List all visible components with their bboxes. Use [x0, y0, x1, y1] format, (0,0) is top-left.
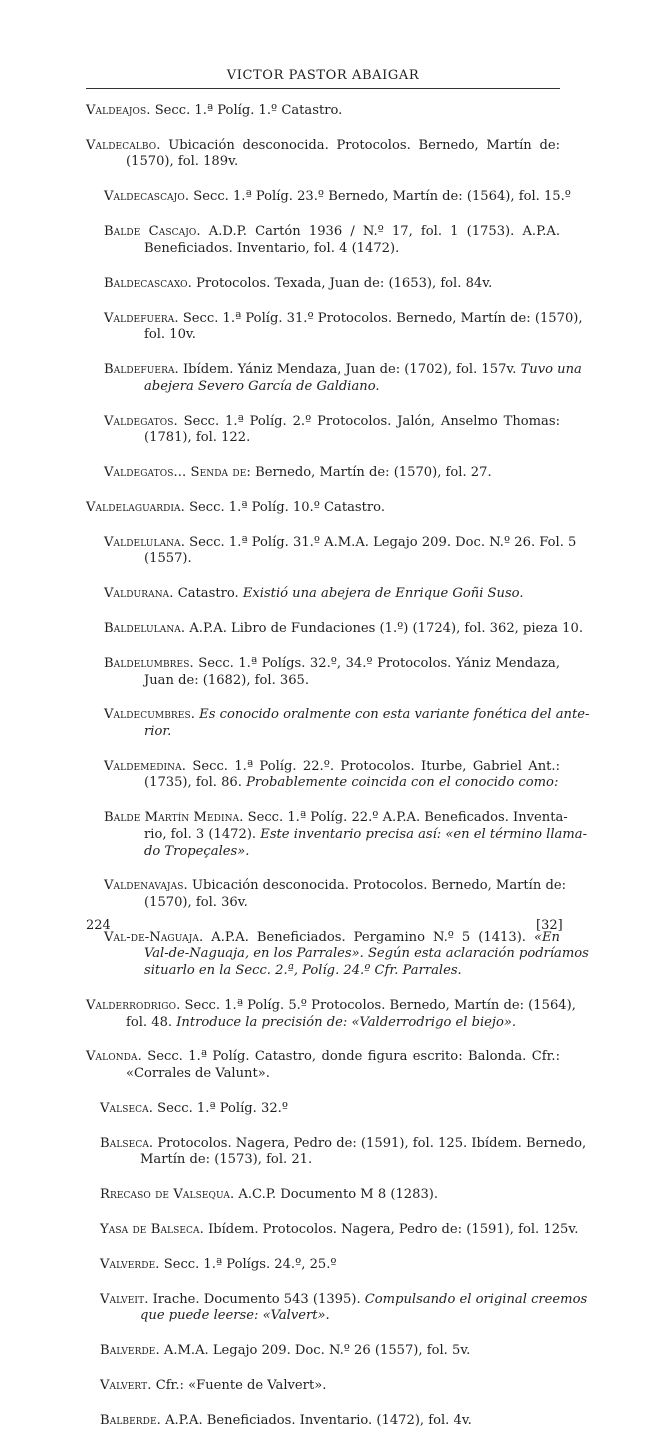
entry-headword: Baldefuera.: [104, 362, 179, 378]
entry-line: [86, 138, 560, 155]
entry-text: Secc. 1.ª Políg. 2.º Protocolos. Jalón, Anselmo Thomas:: [177, 413, 560, 429]
entry-italic-note: Val-de-Naguaja, en los Parrales». Según esta aclaración podríamos: [144, 946, 589, 962]
entry-line: [104, 241, 560, 258]
entry-italic-note: situarlo en la Secc. 2.ª, Políg. 24.º Cfr. Parrales.: [144, 963, 462, 979]
glossary-entry: [104, 534, 577, 585]
entry-headword: Balseca.: [100, 1135, 154, 1151]
glossary-entry: [100, 1378, 560, 1411]
entry-text: Cfr.: «Fuente de Valvert».: [151, 1378, 327, 1394]
entry-text: Secc. 1.ª Políg. 31.º Protocolos. Bernedo, Martín de: (1570),: [178, 310, 583, 326]
entry-text: fol. 10v.: [144, 327, 196, 343]
entry-text: Secc. 1.ª Políg. 1.º Catastro.: [150, 103, 343, 118]
entry-line: [100, 1222, 579, 1239]
entry-text: Juan de: (1682), fol. 365.: [144, 672, 310, 688]
glossary-entry: [86, 138, 560, 188]
entry-line: [86, 103, 560, 120]
entry-line: [86, 1015, 560, 1032]
entry-line: [104, 724, 560, 741]
glossary-entry: [100, 1135, 587, 1186]
entry-text: Secc. 1.ª Políg. 10.º Catastro.: [184, 499, 385, 515]
entry-line: [104, 327, 560, 344]
entry-line: [104, 810, 568, 827]
entry-line: [104, 551, 560, 568]
entry-headword: Valvert.: [100, 1378, 152, 1394]
entry-headword: Baldelumbres.: [104, 655, 194, 671]
entry-text: Secc. 1.ª Polígs. 24.º, 25.º: [159, 1256, 337, 1272]
entry-text: A.P.A. Libro de Fundaciones (1.º) (1724), fol. 362, pieza 10.: [185, 621, 583, 637]
entry-headword: Balverde.: [100, 1343, 160, 1359]
glossary-entry: [104, 810, 587, 876]
entry-text: Martín de: (1573), fol. 21.: [140, 1152, 313, 1168]
entry-line: [104, 362, 582, 379]
entry-line: [104, 310, 583, 328]
entry-line: [100, 1101, 560, 1118]
entry-italic-note: Tuvo una: [520, 362, 582, 378]
entry-line: [104, 759, 560, 776]
entry-italic-note: que puede leerse: «Valvert».: [140, 1308, 330, 1324]
entry-headword: Valdecalbo.: [86, 137, 161, 153]
entry-headword: Valdenavajas.: [104, 878, 188, 894]
entry-line: [104, 621, 583, 638]
glossary-entry: [104, 878, 566, 928]
entry-italic-note: Este inventario precisa así: «en el término llama-: [260, 826, 587, 842]
entry-headword: Valdecumbres.: [104, 707, 195, 723]
glossary-entry: [100, 1343, 560, 1376]
entry-line: [100, 1308, 560, 1325]
entry-headword: Val-de-Naguaja.: [104, 929, 204, 945]
entry-text: (1781), fol. 122.: [144, 430, 251, 446]
entry-italic-note: rior.: [144, 724, 172, 739]
glossary-entry: [104, 929, 589, 996]
entry-line: [100, 1343, 560, 1360]
entry-line: [104, 534, 577, 552]
entry-text: Ubicación desconocida. Protocolos. Bernedo, Martín de:: [160, 137, 560, 153]
glossary-entry: [86, 500, 560, 533]
entry-line: [104, 895, 560, 912]
entry-text: Secc. 1.ª Polígs. 32.º, 34.º Protocolos. Yániz Mendaza,: [193, 655, 560, 671]
entry-text: «Corrales de Valunt».: [126, 1066, 270, 1081]
entry-headword: Baldelulana.: [104, 621, 186, 637]
header-rule: [86, 88, 560, 89]
entry-text: Ibídem. Yániz Mendaza, Juan de: (1702), fol. 157v.: [178, 362, 521, 378]
glossary-entry: [104, 276, 560, 309]
entry-headword: Valdurana.: [104, 586, 174, 602]
entry-italic-note: Probablemente coincida con el conocido como:: [246, 775, 559, 791]
entry-headword: Valverde.: [100, 1256, 160, 1272]
glossary-entry: [104, 621, 583, 654]
entry-text: Secc. 1.ª Políg. 5.º Protocolos. Bernedo, Martín de: (1564),: [180, 997, 576, 1013]
glossary-entries: [0, 103, 645, 1448]
entry-text: fol. 48.: [126, 1014, 177, 1030]
entry-line: [86, 500, 560, 517]
entry-line: [104, 930, 560, 947]
entry-headword: Valseca.: [100, 1100, 154, 1116]
bracket-page-number: [32]: [536, 918, 563, 933]
entry-text: (1735), fol. 86.: [144, 775, 247, 791]
entry-headword: Valdeajos.: [86, 103, 151, 118]
entry-headword: Yasa de Balseca.: [100, 1222, 204, 1238]
entry-line: [104, 946, 589, 963]
glossary-entry: [100, 1257, 560, 1290]
entry-italic-note: «En: [533, 929, 560, 945]
entry-text: Catastro.: [173, 586, 243, 602]
entry-text: Beneficiados. Inventario, fol. 4 (1472).: [144, 240, 400, 256]
entry-text: Ibídem. Protocolos. Nagera, Pedro de: (1591), fol. 125v.: [203, 1222, 579, 1238]
entry-line: [104, 707, 590, 724]
glossary-entry: [104, 707, 590, 757]
entry-line: [104, 189, 571, 206]
entry-text: Protocolos. Texada, Juan de: (1653), fol. 84v.: [191, 275, 493, 291]
entry-text: (1570), fol. 36v.: [144, 895, 248, 910]
entry-italic-note: Existió una abejera de Enrique Goñi Suso.: [242, 586, 524, 602]
entry-italic-note: Compulsando el original creemos: [364, 1291, 588, 1307]
entry-text: (1557).: [144, 551, 192, 567]
glossary-entry: [104, 465, 560, 498]
entry-line: [104, 586, 560, 603]
entry-line: [104, 656, 560, 673]
running-head: VICTOR PASTOR ABAIGAR: [226, 68, 420, 83]
page-number: 224: [86, 918, 111, 933]
entry-headword: Balde Cascajo.: [104, 224, 201, 240]
entry-line: [100, 1257, 560, 1274]
entry-text: Secc. 1.ª Políg. 22.º. Protocolos. Iturbe, Gabriel Ant.:: [186, 758, 560, 774]
entry-text: Secc. 1.ª Políg. 23.º Bernedo, Martín de: (1564), fol. 15.º: [189, 189, 571, 205]
entry-italic-note: Introduce la precisión de: «Valderrodrigo el biejo».: [176, 1014, 517, 1030]
entry-headword: Valderrodrigo.: [86, 997, 181, 1013]
glossary-entry: [104, 759, 560, 809]
entry-headword: Valdemedina.: [104, 758, 187, 774]
glossary-entry: [100, 1413, 560, 1446]
glossary-entry: [100, 1291, 588, 1342]
entry-line: [86, 1066, 560, 1083]
entry-text: Secc. 1.ª Políg. 22.º A.P.A. Beneficados. Inventa-: [243, 810, 568, 826]
entry-line: [86, 154, 560, 171]
entry-text: Secc. 1.ª Políg. 32.º: [153, 1100, 288, 1116]
glossary-entry: [104, 189, 571, 222]
entry-headword: Valdegatos... Senda de:: [104, 464, 251, 480]
entry-line: [86, 1049, 560, 1066]
entry-line: [104, 775, 560, 792]
entry-headword: Valdegatos.: [104, 413, 178, 429]
entry-text: Bernedo, Martín de: (1570), fol. 27.: [250, 464, 492, 480]
entry-text: A.C.P. Documento M 8 (1283).: [234, 1187, 439, 1203]
entry-italic-note: do Tropeçales».: [144, 843, 250, 859]
entry-headword: Rrecaso de Valsequa.: [100, 1187, 235, 1203]
entry-headword: Valdefuera.: [104, 310, 179, 326]
entry-headword: Valdelaguardia.: [86, 499, 185, 515]
glossary-entry: [104, 362, 582, 412]
entry-headword: Baldecascaxo.: [104, 275, 192, 291]
entry-line: [104, 414, 560, 431]
entry-headword: Balde Martín Medina.: [104, 810, 244, 826]
entry-line: [104, 379, 560, 396]
entry-line: [100, 1291, 588, 1309]
entry-line: [100, 1413, 560, 1430]
entry-line: [100, 1378, 560, 1395]
entry-line: [104, 878, 566, 895]
entry-line: [104, 963, 560, 980]
entry-text: A.P.A. Beneficiados. Inventario. (1472), fol. 4v.: [160, 1413, 472, 1429]
glossary-entry: [104, 656, 560, 706]
entry-text: A.D.P. Cartón 1936 / N.º 17, fol. 1 (1753). A.P.A.: [200, 224, 561, 240]
glossary-entry: [86, 997, 576, 1048]
entry-line: [104, 465, 560, 482]
entry-line: [100, 1152, 560, 1169]
entry-text: rio, fol. 3 (1472).: [144, 826, 261, 842]
entry-text: (1570), fol. 189v.: [126, 154, 239, 170]
entry-headword: Balberde.: [100, 1413, 161, 1429]
glossary-entry: [86, 103, 560, 136]
entry-line: [104, 844, 560, 861]
glossary-entry: [100, 1222, 579, 1255]
entry-line: [104, 276, 560, 293]
entry-italic-note: Es conocido oralmente con esta variante fonética del ante-: [199, 707, 590, 723]
entry-headword: Valonda.: [86, 1049, 142, 1065]
glossary-entry: [86, 1049, 560, 1099]
entry-text: Irache. Documento 543 (1395).: [148, 1291, 365, 1307]
entry-text: Ubicación desconocida. Protocolos. Bernedo, Martín de:: [187, 878, 566, 894]
entry-line: [104, 826, 587, 844]
entry-headword: Valdelulana.: [104, 534, 185, 550]
entry-line: [86, 997, 576, 1015]
entry-line: [100, 1135, 587, 1153]
entry-text: A.M.A. Legajo 209. Doc. N.º 26 (1557), fol. 5v.: [159, 1343, 471, 1359]
glossary-entry: [104, 224, 560, 274]
entry-line: [100, 1187, 560, 1204]
entry-headword: Valveit.: [100, 1291, 149, 1307]
entry-text: Protocolos. Nagera, Pedro de: (1591), fol. 125. Ibídem. Bernedo,: [153, 1135, 587, 1151]
entry-line: [104, 224, 560, 241]
glossary-entry: [100, 1101, 560, 1134]
glossary-entry: [104, 310, 583, 361]
entry-line: [104, 673, 560, 690]
entry-text: Secc. 1.ª Políg. Catastro, donde figura escrito: Balonda. Cfr.:: [141, 1049, 560, 1065]
glossary-entry: [104, 586, 560, 619]
entry-line: [104, 430, 560, 447]
glossary-entry: [104, 414, 560, 464]
entry-text: A.P.A. Beneficiados. Pergamino N.º 5 (1413).: [203, 929, 534, 945]
entry-headword: Valdecascajo.: [104, 189, 190, 205]
glossary-entry: [100, 1187, 560, 1220]
entry-italic-note: abejera Severo García de Galdiano.: [144, 378, 380, 394]
entry-text: Secc. 1.ª Políg. 31.º A.M.A. Legajo 209. Doc. N.º 26. Fol. 5: [185, 534, 577, 550]
